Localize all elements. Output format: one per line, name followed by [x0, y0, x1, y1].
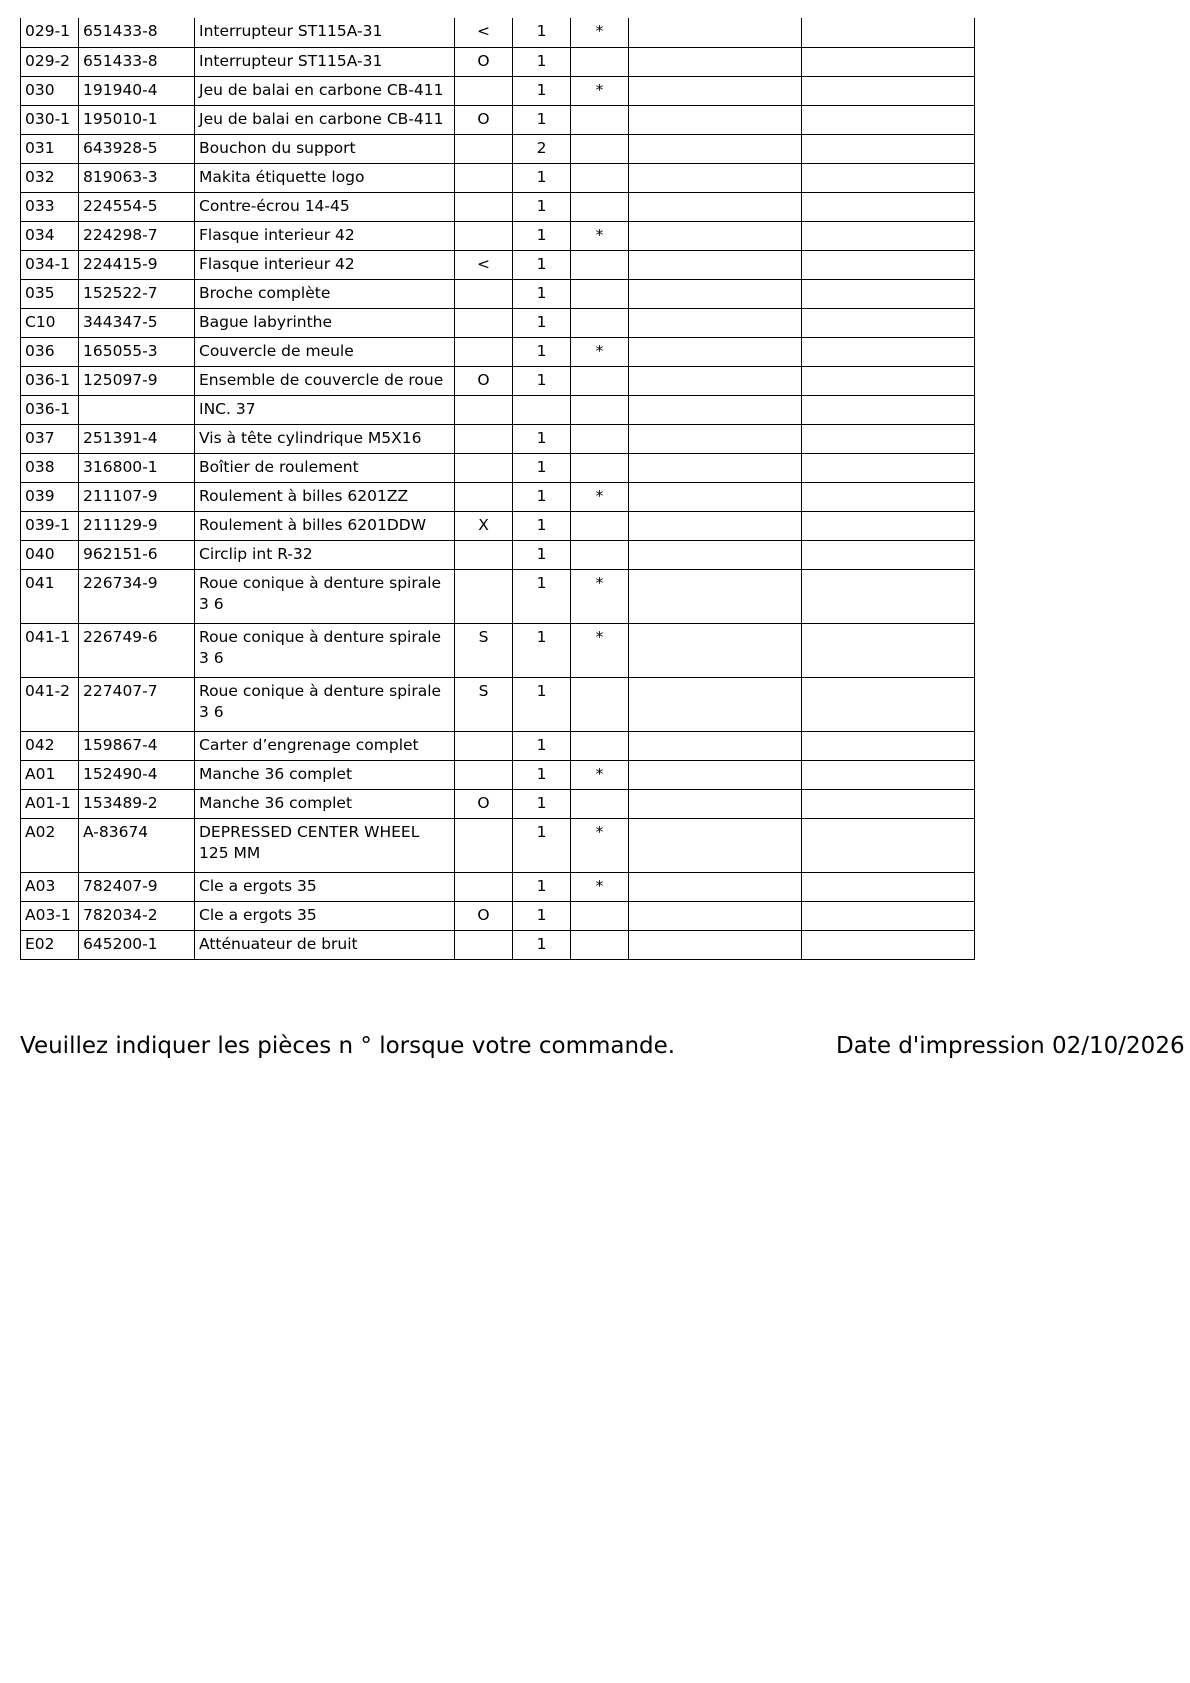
table-row: [21, 930, 975, 959]
star-mark-cell: [571, 47, 629, 76]
star-mark-cell: *: [571, 569, 629, 623]
empty-cell-1: [629, 760, 802, 789]
empty-cell-1: [629, 818, 802, 872]
status-mark-cell: X: [455, 511, 513, 540]
status-mark-cell: [455, 453, 513, 482]
ref-no-cell: 042: [21, 731, 79, 760]
table-row: [21, 760, 975, 789]
status-mark-cell: [455, 930, 513, 959]
ref-no-cell: 029-2: [21, 47, 79, 76]
description-cell: Roue conique à denture spirale 3 6: [195, 623, 455, 677]
empty-cell-1: [629, 163, 802, 192]
description-cell: Cle a ergots 35: [195, 901, 455, 930]
description-cell: Interrupteur ST115A-31: [195, 18, 455, 47]
empty-cell-1: [629, 731, 802, 760]
description-cell: Interrupteur ST115A-31: [195, 47, 455, 76]
empty-cell-2: [802, 366, 975, 395]
ref-no-cell: 041-1: [21, 623, 79, 677]
star-mark-cell: [571, 901, 629, 930]
status-mark-cell: O: [455, 105, 513, 134]
quantity-cell: 1: [513, 105, 571, 134]
status-mark-cell: O: [455, 901, 513, 930]
part-number-cell: [79, 395, 195, 424]
star-mark-cell: [571, 789, 629, 818]
empty-cell-1: [629, 677, 802, 731]
quantity-cell: 1: [513, 18, 571, 47]
table-row: [21, 872, 975, 901]
quantity-cell: 1: [513, 366, 571, 395]
table-row: [21, 818, 975, 872]
status-mark-cell: [455, 424, 513, 453]
empty-cell-2: [802, 47, 975, 76]
quantity-cell: [513, 395, 571, 424]
description-cell: Atténuateur de bruit: [195, 930, 455, 959]
empty-cell-2: [802, 453, 975, 482]
part-number-cell: 819063-3: [79, 163, 195, 192]
description-cell: Carter d’engrenage complet: [195, 731, 455, 760]
status-mark-cell: S: [455, 623, 513, 677]
empty-cell-2: [802, 760, 975, 789]
description-cell: INC. 37: [195, 395, 455, 424]
table-row: [21, 308, 975, 337]
table-row: [21, 337, 975, 366]
star-mark-cell: *: [571, 18, 629, 47]
part-number-cell: 651433-8: [79, 47, 195, 76]
empty-cell-2: [802, 424, 975, 453]
quantity-cell: 1: [513, 623, 571, 677]
empty-cell-2: [802, 18, 975, 47]
empty-cell-2: [802, 569, 975, 623]
table-row: [21, 540, 975, 569]
star-mark-cell: [571, 279, 629, 308]
empty-cell-1: [629, 308, 802, 337]
ref-no-cell: 034-1: [21, 250, 79, 279]
part-number-cell: 125097-9: [79, 366, 195, 395]
star-mark-cell: *: [571, 221, 629, 250]
description-cell: Roulement à billes 6201ZZ: [195, 482, 455, 511]
table-row: [21, 395, 975, 424]
part-number-cell: 165055-3: [79, 337, 195, 366]
star-mark-cell: [571, 250, 629, 279]
ref-no-cell: E02: [21, 930, 79, 959]
table-row: [21, 453, 975, 482]
quantity-cell: 1: [513, 221, 571, 250]
empty-cell-1: [629, 18, 802, 47]
ref-no-cell: 036-1: [21, 366, 79, 395]
part-number-cell: 643928-5: [79, 134, 195, 163]
table-row: [21, 163, 975, 192]
quantity-cell: 1: [513, 511, 571, 540]
status-mark-cell: [455, 818, 513, 872]
quantity-cell: 1: [513, 540, 571, 569]
empty-cell-2: [802, 930, 975, 959]
part-number-cell: 211129-9: [79, 511, 195, 540]
quantity-cell: 1: [513, 192, 571, 221]
status-mark-cell: [455, 192, 513, 221]
empty-cell-2: [802, 623, 975, 677]
table-row: [21, 901, 975, 930]
empty-cell-1: [629, 105, 802, 134]
table-row: [21, 677, 975, 731]
star-mark-cell: [571, 731, 629, 760]
empty-cell-1: [629, 366, 802, 395]
empty-cell-1: [629, 221, 802, 250]
empty-cell-2: [802, 901, 975, 930]
part-number-cell: 191940-4: [79, 76, 195, 105]
part-number-cell: 153489-2: [79, 789, 195, 818]
star-mark-cell: [571, 192, 629, 221]
status-mark-cell: [455, 134, 513, 163]
table-row: [21, 250, 975, 279]
table-row: [21, 279, 975, 308]
empty-cell-2: [802, 789, 975, 818]
status-mark-cell: <: [455, 250, 513, 279]
description-cell: Bague labyrinthe: [195, 308, 455, 337]
quantity-cell: 1: [513, 453, 571, 482]
order-note: Veuillez indiquer les pièces n ° lorsque votre commande.: [20, 1033, 676, 1059]
star-mark-cell: *: [571, 76, 629, 105]
description-cell: Roue conique à denture spirale 3 6: [195, 569, 455, 623]
empty-cell-1: [629, 540, 802, 569]
description-cell: Vis à tête cylindrique M5X16: [195, 424, 455, 453]
part-number-cell: 195010-1: [79, 105, 195, 134]
table-row: [21, 221, 975, 250]
empty-cell-2: [802, 872, 975, 901]
table-row: [21, 789, 975, 818]
description-cell: Roue conique à denture spirale 3 6: [195, 677, 455, 731]
description-cell: Bouchon du support: [195, 134, 455, 163]
description-cell: Flasque interieur 42: [195, 221, 455, 250]
empty-cell-1: [629, 337, 802, 366]
table-row: [21, 731, 975, 760]
empty-cell-1: [629, 76, 802, 105]
description-cell: Broche complète: [195, 279, 455, 308]
empty-cell-1: [629, 482, 802, 511]
status-mark-cell: [455, 872, 513, 901]
status-mark-cell: [455, 337, 513, 366]
empty-cell-2: [802, 540, 975, 569]
table-row: [21, 76, 975, 105]
empty-cell-1: [629, 424, 802, 453]
star-mark-cell: *: [571, 482, 629, 511]
description-cell: Couvercle de meule: [195, 337, 455, 366]
status-mark-cell: [455, 76, 513, 105]
ref-no-cell: 036-1: [21, 395, 79, 424]
quantity-cell: 1: [513, 47, 571, 76]
description-cell: Ensemble de couvercle de roue: [195, 366, 455, 395]
description-cell: Circlip int R-32: [195, 540, 455, 569]
star-mark-cell: [571, 424, 629, 453]
ref-no-cell: 034: [21, 221, 79, 250]
quantity-cell: 1: [513, 482, 571, 511]
ref-no-cell: A03-1: [21, 901, 79, 930]
empty-cell-1: [629, 901, 802, 930]
empty-cell-1: [629, 279, 802, 308]
status-mark-cell: [455, 482, 513, 511]
ref-no-cell: 032: [21, 163, 79, 192]
quantity-cell: 1: [513, 424, 571, 453]
ref-no-cell: 038: [21, 453, 79, 482]
empty-cell-2: [802, 279, 975, 308]
part-number-cell: 211107-9: [79, 482, 195, 511]
description-cell: Jeu de balai en carbone CB-411: [195, 76, 455, 105]
empty-cell-2: [802, 511, 975, 540]
star-mark-cell: [571, 540, 629, 569]
ref-no-cell: 041-2: [21, 677, 79, 731]
description-cell: Makita étiquette logo: [195, 163, 455, 192]
ref-no-cell: 031: [21, 134, 79, 163]
table-row: [21, 482, 975, 511]
empty-cell-2: [802, 134, 975, 163]
part-number-cell: 251391-4: [79, 424, 195, 453]
star-mark-cell: *: [571, 818, 629, 872]
part-number-cell: A-83674: [79, 818, 195, 872]
empty-cell-2: [802, 677, 975, 731]
empty-cell-2: [802, 76, 975, 105]
table-row: [21, 366, 975, 395]
empty-cell-1: [629, 930, 802, 959]
status-mark-cell: O: [455, 47, 513, 76]
quantity-cell: 1: [513, 337, 571, 366]
empty-cell-2: [802, 308, 975, 337]
quantity-cell: 1: [513, 760, 571, 789]
table-row: [21, 511, 975, 540]
empty-cell-1: [629, 453, 802, 482]
star-mark-cell: *: [571, 623, 629, 677]
status-mark-cell: [455, 760, 513, 789]
part-number-cell: 651433-8: [79, 18, 195, 47]
part-number-cell: 782407-9: [79, 872, 195, 901]
quantity-cell: 1: [513, 901, 571, 930]
status-mark-cell: O: [455, 789, 513, 818]
quantity-cell: 1: [513, 872, 571, 901]
description-cell: Jeu de balai en carbone CB-411: [195, 105, 455, 134]
description-cell: Flasque interieur 42: [195, 250, 455, 279]
star-mark-cell: [571, 105, 629, 134]
parts-table: [20, 18, 975, 960]
quantity-cell: 1: [513, 818, 571, 872]
star-mark-cell: [571, 366, 629, 395]
part-number-cell: 224298-7: [79, 221, 195, 250]
table-row: [21, 134, 975, 163]
part-number-cell: 645200-1: [79, 930, 195, 959]
quantity-cell: 1: [513, 76, 571, 105]
empty-cell-2: [802, 105, 975, 134]
ref-no-cell: C10: [21, 308, 79, 337]
star-mark-cell: *: [571, 337, 629, 366]
status-mark-cell: [455, 163, 513, 192]
status-mark-cell: S: [455, 677, 513, 731]
ref-no-cell: 036: [21, 337, 79, 366]
status-mark-cell: [455, 569, 513, 623]
part-number-cell: 782034-2: [79, 901, 195, 930]
description-cell: Manche 36 complet: [195, 789, 455, 818]
star-mark-cell: [571, 308, 629, 337]
table-row: [21, 18, 975, 47]
empty-cell-1: [629, 789, 802, 818]
empty-cell-1: [629, 134, 802, 163]
part-number-cell: 152490-4: [79, 760, 195, 789]
empty-cell-2: [802, 395, 975, 424]
star-mark-cell: [571, 677, 629, 731]
ref-no-cell: 040: [21, 540, 79, 569]
quantity-cell: 1: [513, 569, 571, 623]
part-number-cell: 316800-1: [79, 453, 195, 482]
description-cell: Manche 36 complet: [195, 760, 455, 789]
table-row: [21, 47, 975, 76]
empty-cell-1: [629, 569, 802, 623]
star-mark-cell: [571, 930, 629, 959]
part-number-cell: 159867-4: [79, 731, 195, 760]
empty-cell-1: [629, 395, 802, 424]
empty-cell-1: [629, 511, 802, 540]
ref-no-cell: 037: [21, 424, 79, 453]
part-number-cell: 962151-6: [79, 540, 195, 569]
description-cell: Cle a ergots 35: [195, 872, 455, 901]
star-mark-cell: [571, 163, 629, 192]
empty-cell-2: [802, 163, 975, 192]
quantity-cell: 2: [513, 134, 571, 163]
ref-no-cell: 030-1: [21, 105, 79, 134]
quantity-cell: 1: [513, 789, 571, 818]
quantity-cell: 1: [513, 731, 571, 760]
table-row: [21, 192, 975, 221]
status-mark-cell: <: [455, 18, 513, 47]
description-cell: Roulement à billes 6201DDW: [195, 511, 455, 540]
description-cell: Boîtier de roulement: [195, 453, 455, 482]
star-mark-cell: [571, 395, 629, 424]
empty-cell-1: [629, 192, 802, 221]
description-cell: Contre-écrou 14-45: [195, 192, 455, 221]
status-mark-cell: [455, 731, 513, 760]
status-mark-cell: [455, 279, 513, 308]
table-row: [21, 424, 975, 453]
ref-no-cell: 029-1: [21, 18, 79, 47]
quantity-cell: 1: [513, 163, 571, 192]
star-mark-cell: [571, 453, 629, 482]
status-mark-cell: [455, 221, 513, 250]
empty-cell-1: [629, 47, 802, 76]
part-number-cell: 226749-6: [79, 623, 195, 677]
part-number-cell: 226734-9: [79, 569, 195, 623]
empty-cell-1: [629, 250, 802, 279]
status-mark-cell: [455, 308, 513, 337]
ref-no-cell: 041: [21, 569, 79, 623]
status-mark-cell: O: [455, 366, 513, 395]
star-mark-cell: *: [571, 760, 629, 789]
empty-cell-2: [802, 818, 975, 872]
ref-no-cell: A03: [21, 872, 79, 901]
parts-table-body: [21, 18, 975, 959]
ref-no-cell: A01-1: [21, 789, 79, 818]
ref-no-cell: 030: [21, 76, 79, 105]
ref-no-cell: A01: [21, 760, 79, 789]
part-number-cell: 224415-9: [79, 250, 195, 279]
empty-cell-2: [802, 482, 975, 511]
empty-cell-2: [802, 731, 975, 760]
part-number-cell: 344347-5: [79, 308, 195, 337]
quantity-cell: 1: [513, 930, 571, 959]
print-date: Date d'impression 02/10/2026: [836, 1033, 1185, 1059]
quantity-cell: 1: [513, 308, 571, 337]
empty-cell-2: [802, 192, 975, 221]
status-mark-cell: [455, 395, 513, 424]
empty-cell-2: [802, 337, 975, 366]
empty-cell-1: [629, 623, 802, 677]
empty-cell-2: [802, 221, 975, 250]
ref-no-cell: 035: [21, 279, 79, 308]
part-number-cell: 224554-5: [79, 192, 195, 221]
star-mark-cell: *: [571, 872, 629, 901]
ref-no-cell: 033: [21, 192, 79, 221]
ref-no-cell: 039-1: [21, 511, 79, 540]
table-row: [21, 569, 975, 623]
quantity-cell: 1: [513, 677, 571, 731]
star-mark-cell: [571, 134, 629, 163]
empty-cell-1: [629, 872, 802, 901]
part-number-cell: 227407-7: [79, 677, 195, 731]
ref-no-cell: A02: [21, 818, 79, 872]
table-row: [21, 105, 975, 134]
quantity-cell: 1: [513, 279, 571, 308]
description-cell: DEPRESSED CENTER WHEEL 125 MM: [195, 818, 455, 872]
star-mark-cell: [571, 511, 629, 540]
part-number-cell: 152522-7: [79, 279, 195, 308]
table-row: [21, 623, 975, 677]
ref-no-cell: 039: [21, 482, 79, 511]
empty-cell-2: [802, 250, 975, 279]
status-mark-cell: [455, 540, 513, 569]
quantity-cell: 1: [513, 250, 571, 279]
